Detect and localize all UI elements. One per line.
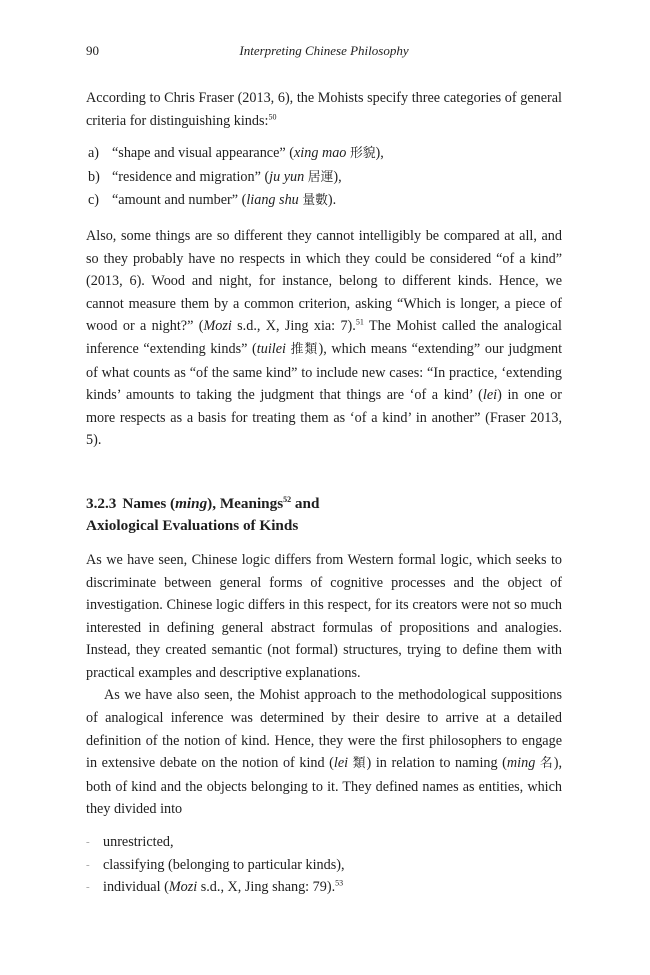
running-header: [86, 40, 562, 62]
chinese-term: 名: [539, 756, 554, 772]
footnote-ref-50[interactable]: 50: [268, 111, 277, 121]
chinese-term: 類: [352, 756, 367, 772]
footnote-ref-51[interactable]: 51: [355, 317, 364, 327]
paragraph-extending-kinds: Also, some things are so different they cannot intelligibly be compared at all, and so they probably have no respects in which they could be considered “of a kind” (2013, 6). Wood and night, for instance, belong to different kinds. Hence, we cannot measure them by a common criterion, asking “Which is longer, a piece of wood or a night?” (Mozi s.d., X, Jing xia: 7).$^{51}$ The Mohist called the analogical inference “extending kinds” (tuilei 推類), which means “extending” our judgment of what counts as “of the same kind” to include new cases: “In practice, ‘extending kinds’ amounts to taking the judgment that things are ‘of a kind’ (lei) in one or more respects as a basis for treating them as ‘of a kind’ in another” (Fraser 2013, 5).: [86, 227, 563, 449]
name-types-list: [86, 831, 562, 899]
page-number: 90: [86, 43, 99, 58]
book-page: [86, 40, 562, 899]
criteria-list: [86, 142, 562, 213]
list-item: c) “amount and number” (liang shu 量數).: [88, 192, 337, 209]
section-number: 3.2.3: [86, 494, 117, 512]
chinese-term: 量數: [302, 193, 328, 209]
running-title: Interpreting Chinese Philosophy: [239, 43, 409, 58]
list-item: b) “residence and migration” (ju yun 居運),: [88, 168, 342, 185]
chinese-term: 形貌: [349, 146, 376, 162]
paragraph-chinese-logic: As we have seen, Chinese logic differs from Western formal logic, which seeks to discriminate between general forms of cognitive processes and the object of investigation. Chinese logic differs in this respect, for its creators were not so much interested in defining general abstract formulas of propositions and analogies. Instead, they created semantic (not formal) structures, trying to define them with practical examples and descriptive explanations.: [86, 551, 562, 681]
paragraph-mohist-approach: As we have also seen, the Mohist approach to the methodological suppositions of analogical inference was determined by their desire to arrive at a detailed definition of the notion of kind. Hence, they were the first philosophers to engage in extensive debate on the notion of kind (lei 類) in relation to naming (ming 名), both of kind and the objects belonging to it. They defined names as entities, which they divided into: [86, 687, 562, 818]
list-item: - individual (Mozi s.d., X, Jing shang: 79).$^{53}$: [86, 878, 344, 896]
paragraph-fraser-criteria: According to Chris Fraser (2013, 6), the Mohists specify three categories of general criteria for distinguishing kinds:$^{50}$: [86, 90, 562, 129]
chinese-term: 推類: [290, 341, 319, 357]
list-item: - classifying (belonging to particular kinds),: [86, 856, 345, 873]
footnote-ref-53[interactable]: 53: [335, 878, 344, 888]
list-item: a) “shape and visual appearance” (xing mao 形貌),: [88, 145, 384, 162]
section-heading: 3.2.3 Names (ming), Meanings$^{52}$ and Axiological Evaluations of Kinds: [86, 494, 320, 534]
list-item: - unrestricted,: [86, 834, 174, 851]
footnote-ref-52[interactable]: 52: [283, 494, 292, 504]
chinese-term: 居運: [307, 169, 334, 185]
